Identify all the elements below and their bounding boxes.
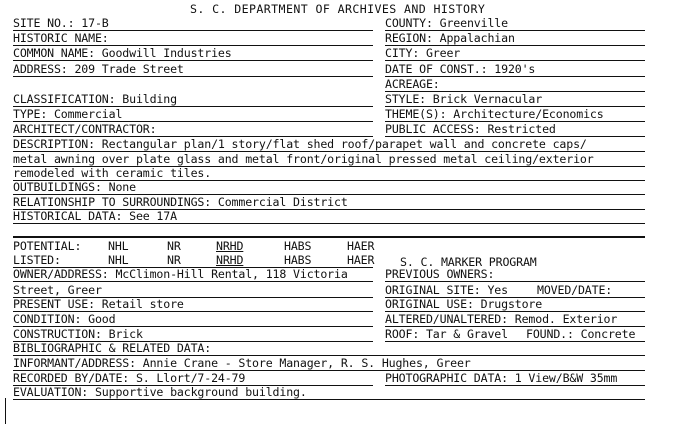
altered-field: ALTERED/UNALTERED: Remod. Exterior [385, 312, 618, 326]
site-no-field: SITE NO.: 17-B [13, 16, 109, 30]
previous-owners-field: PREVIOUS OWNERS: [385, 267, 495, 281]
potential-nhl: NHL [108, 239, 129, 253]
rule [385, 60, 645, 61]
date-of-construction-field: DATE OF CONST.: 1920's [385, 62, 536, 76]
historic-name-field: HISTORIC NAME: [13, 31, 109, 45]
description-line-1: DESCRIPTION: Rectangular plan/1 story/flat shed roof/parapet wall and concrete caps/ [13, 137, 587, 151]
photographic-data-field: PHOTOGRAPHIC DATA: 1 View/B&W 35mm [385, 371, 618, 385]
marker-program-heading: S. C. MARKER PROGRAM [400, 255, 537, 269]
owner-address-line-2: Street, Greer [13, 283, 102, 297]
listed-haer: HAER [347, 253, 375, 267]
rule [385, 341, 645, 342]
city-field: CITY: Greer [385, 46, 461, 60]
listed-nhl: NHL [108, 253, 129, 267]
form-title: S. C. DEPARTMENT OF ARCHIVES AND HISTORY [190, 2, 486, 16]
construction-field: CONSTRUCTION: Brick [13, 327, 143, 341]
classification-field: CLASSIFICATION: Building [13, 92, 177, 106]
style-field: STYLE: Brick Vernacular [385, 92, 543, 106]
scan-edge-mark [5, 398, 6, 424]
owner-address-line-1: OWNER/ADDRESS: McClimon-Hill Rental, 118 Victoria [13, 267, 348, 281]
region-field: REGION: Appalachian [385, 31, 515, 45]
rule [13, 399, 645, 400]
type-field: TYPE: Commercial [13, 107, 123, 121]
section-divider [13, 236, 645, 238]
recorded-by-field: RECORDED BY/DATE: S. Llort/7-24-79 [13, 371, 246, 385]
rule [385, 385, 645, 386]
evaluation-field: EVALUATION: Supportive background building. [13, 385, 307, 399]
acreage-field: ACREAGE: [385, 77, 440, 91]
listed-nr: NR [167, 253, 181, 267]
potential-label: POTENTIAL: [13, 239, 82, 253]
present-use-field: PRESENT USE: Retail store [13, 297, 184, 311]
outbuildings-field: OUTBUILDINGS: None [13, 180, 136, 194]
themes-field: THEME(S): Architecture/Economics [385, 107, 604, 121]
rule [13, 76, 373, 77]
rule [385, 281, 645, 282]
informant-field: INFORMANT/ADDRESS: Annie Crane - Store Manager, R. S. Hughes, Greer [13, 356, 471, 370]
potential-habs: HABS [284, 239, 312, 253]
roof-field: ROOF: Tar & Gravel [385, 327, 508, 341]
county-field: COUNTY: Greenville [385, 16, 508, 30]
public-access-field: PUBLIC ACCESS: Restricted [385, 122, 556, 136]
bibliographic-field: BIBLIOGRAPHIC & RELATED DATA: [13, 341, 212, 355]
moved-date-field: MOVED/DATE: [537, 283, 613, 297]
condition-field: CONDITION: Good [13, 312, 116, 326]
architect-field: ARCHITECT/CONTRACTOR: [13, 122, 157, 136]
address-field: ADDRESS: 209 Trade Street [13, 62, 184, 76]
listed-label: LISTED: [13, 253, 61, 267]
listed-nrhd: NRHD [216, 253, 244, 267]
description-line-2: metal awning over plate glass and metal front/original pressed metal ceiling/exterior [13, 152, 594, 166]
description-line-3: remodeled with ceramic tiles. [13, 166, 212, 180]
historical-data-field: HISTORICAL DATA: See 17A [13, 209, 177, 223]
rule [13, 60, 373, 61]
relationship-field: RELATIONSHIP TO SURROUNDINGS: Commercial District [13, 195, 348, 209]
rule [13, 223, 645, 224]
rule [13, 281, 373, 282]
potential-nrhd: NRHD [216, 239, 244, 253]
listed-habs: HABS [284, 253, 312, 267]
original-site-field: ORIGINAL SITE: Yes [385, 283, 508, 297]
potential-nr: NR [167, 239, 181, 253]
original-use-field: ORIGINAL USE: Drugstore [385, 297, 543, 311]
potential-haer: HAER [347, 239, 375, 253]
foundation-field: FOUND.: Concrete [526, 327, 636, 341]
common-name-field: COMMON NAME: Goodwill Industries [13, 46, 232, 60]
